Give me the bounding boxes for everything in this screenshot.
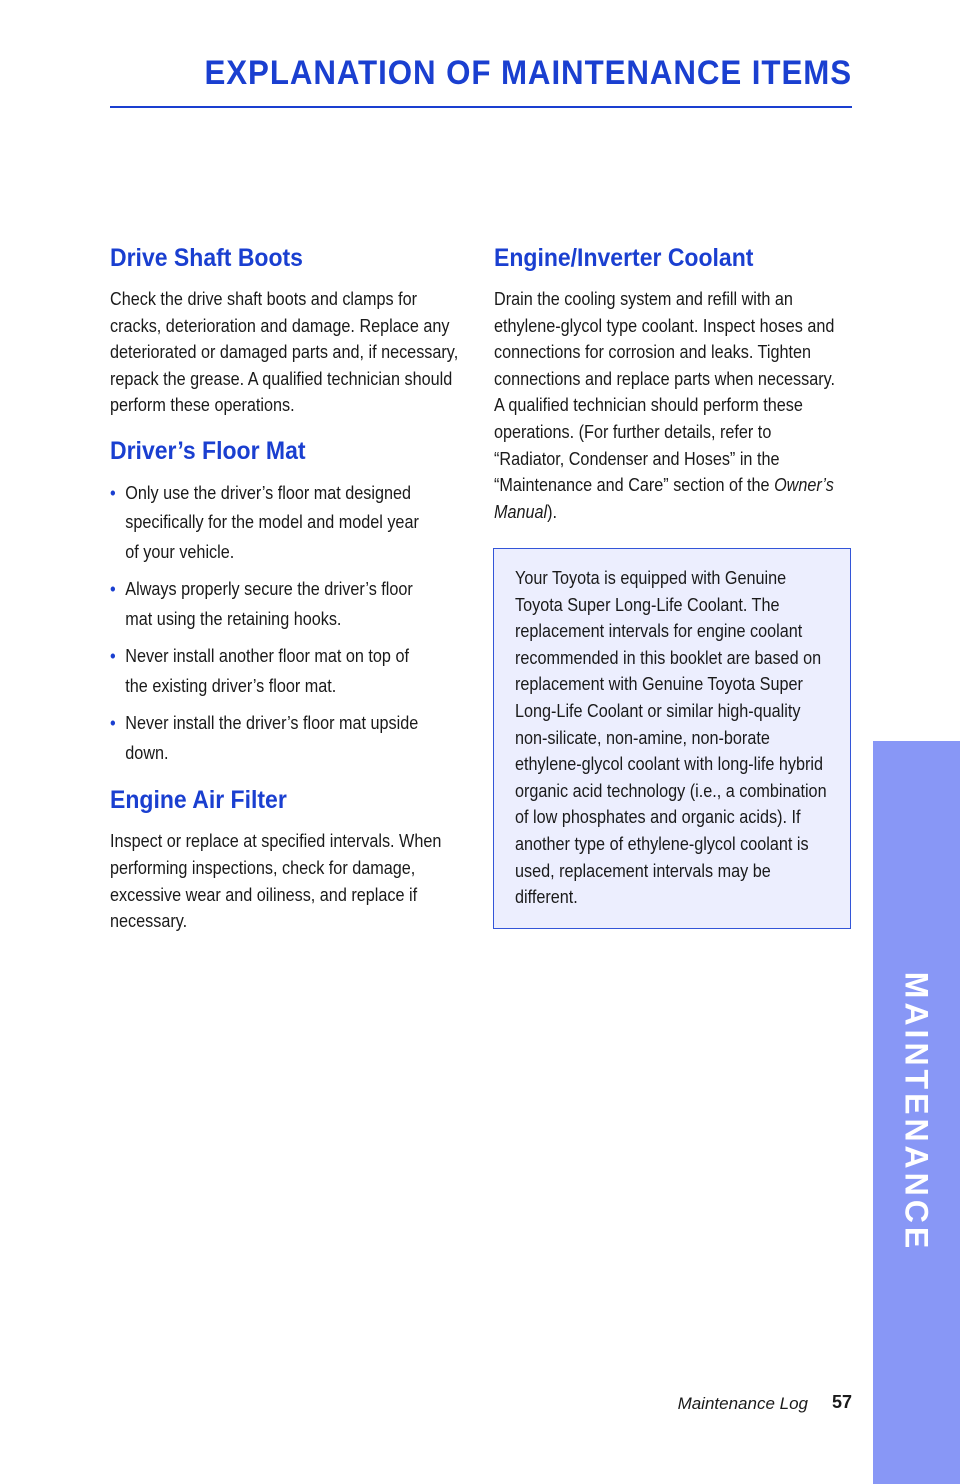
air-filter-heading: Engine Air Filter: [110, 786, 287, 815]
list-item-text: Never install the driver’s floor mat upside down.: [125, 713, 419, 763]
bullet-icon: •: [110, 713, 116, 734]
page-number: 57: [831, 1392, 852, 1412]
floor-mat-list: [110, 479, 460, 769]
coolant-text: [494, 286, 845, 525]
drive-shaft-heading: Drive Shaft Boots: [110, 244, 303, 272]
list-item: [110, 642, 422, 701]
air-filter-text: Inspect or replace at specified intervals. When performing inspections, check for damage, excessive wear and oiliness, and replace if necessary.: [110, 831, 442, 932]
coolant-body: Drain the cooling system and refill with an ethylene-glycol type coolant. Inspect hoses and connections for corrosion and leaks. Tighten connections and replace parts when necessary. A qualified technician should perform these operations. (For further details, refer to “Radiator, Condenser and Hoses” in the “Maintenance and Care” section of the: [494, 289, 836, 496]
footer-section-label: Maintenance Log: [677, 1394, 808, 1413]
page-title: EXPLANATION OF MAINTENANCE ITEMS: [204, 54, 852, 92]
drive-shaft-text: Check the drive shaft boots and clamps for cracks, deterioration and damage. Replace any deteriorated or damaged parts and, if necessary, repack the grease. A qualified technician should perform these operations.: [110, 289, 459, 416]
side-tab-label: MAINTENANCE: [898, 971, 935, 1253]
coolant-note-text: Your Toyota is equipped with Genuine Toyota Super Long-Life Coolant. The replacement intervals for engine coolant recommended in this booklet are based on replacement with Genuine Toyota Super Long-Life Coolant or similar high-quality non-silicate, non-amine, non-borate ethylene-glycol coolant with long-life hybrid organic acid technology (i.e., a combination of low phosphates and organic acids). If another type of ethylene-glycol coolant is used, replacement intervals may be different.: [515, 568, 827, 908]
coolant-section: [494, 240, 854, 525]
floor-mat-section: [110, 433, 460, 769]
list-item: [110, 479, 422, 568]
coolant-heading: Engine/Inverter Coolant: [494, 244, 754, 272]
list-item-text: Always properly secure the driver’s floor mat using the retaining hooks.: [125, 579, 413, 629]
drive-shaft-section: [110, 240, 460, 419]
coolant-closing: ).: [547, 501, 558, 522]
bullet-icon: •: [110, 579, 116, 600]
right-column: [494, 240, 854, 535]
left-column: [110, 240, 460, 945]
air-filter-section: [110, 782, 460, 934]
list-item-text: Never install another floor mat on top of the existing driver’s floor mat.: [125, 646, 409, 696]
title-divider: [110, 106, 852, 108]
bullet-icon: •: [110, 482, 116, 503]
list-item: [110, 709, 422, 768]
owners-manual-reference: Owner’s Manual: [494, 475, 834, 522]
list-item: [110, 575, 422, 634]
bullet-icon: •: [110, 646, 116, 667]
list-item-text: Only use the driver’s floor mat designed specifically for the model and model year of your vehicle.: [125, 482, 419, 562]
floor-mat-heading: Driver’s Floor Mat: [110, 436, 306, 465]
